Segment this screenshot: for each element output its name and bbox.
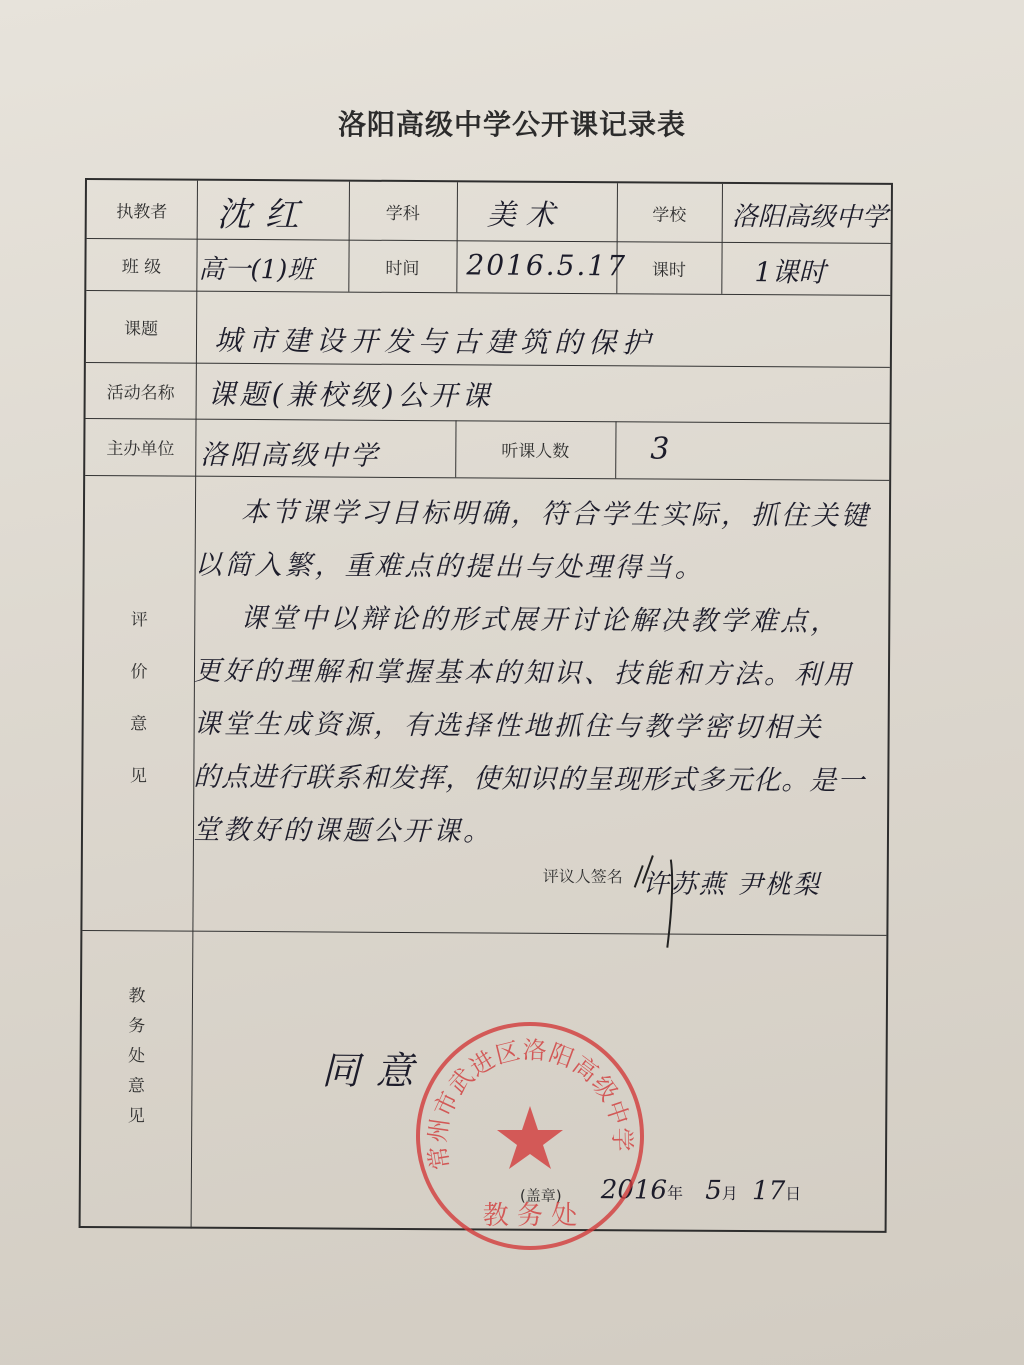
subject-value: 美术: [486, 197, 565, 232]
stamp-bottom-text: 教 务 处: [482, 1201, 578, 1231]
office-seal-stamp: [412, 1018, 648, 1254]
office-label: [121, 988, 152, 1138]
evaluation-line: 更好的理解和掌握基本的知识、技能和方法。利用: [193, 655, 855, 691]
evaluation-line: 的点进行联系和发挥，使知识的呈现形式多元化。是一: [193, 761, 866, 797]
evaluation-line: 课堂中以辩论的形式展开讨论解决教学难点，: [240, 602, 841, 638]
date-year-unit: 年: [666, 1183, 684, 1203]
form-title: 洛阳高级中学公开课记录表: [337, 108, 686, 141]
listeners-label: 听课人数: [501, 441, 570, 462]
evaluation-line: 以简入繁，重难点的提出与处理得当。: [194, 549, 705, 584]
evaluation-text: [193, 486, 885, 861]
evaluation-line: 本节课学习目标明确，符合学生实际，抓住关键: [240, 496, 872, 532]
period-label: 课时: [651, 259, 687, 281]
signature-strokes: [612, 847, 883, 959]
evaluation-label-char: 见: [129, 766, 147, 787]
class-value: 高一(1)班: [198, 254, 314, 286]
school-value: 洛阳高级中学: [731, 201, 888, 233]
date-month-unit: 月: [721, 1183, 738, 1204]
date-month: 5: [705, 1175, 722, 1206]
topic-label: 课题: [124, 318, 159, 339]
listeners-value: 3: [650, 431, 670, 467]
date-day-unit: 日: [785, 1184, 802, 1204]
date-day: 17: [752, 1176, 786, 1207]
activity-label: 活动名称: [106, 382, 175, 404]
office-label-char: 务: [128, 1016, 146, 1037]
evaluation-label-char: 评: [130, 610, 148, 631]
evaluation-label-char: 意: [130, 714, 148, 735]
time-value: 2016.5.17: [466, 248, 628, 283]
topic-value: 城市建设开发与古建筑的保护: [213, 323, 657, 360]
row-divider: [86, 290, 890, 296]
seal-label: (盖章): [519, 1186, 562, 1205]
activity-value: 课题(兼校级)公开课: [207, 377, 494, 413]
row-divider: [87, 238, 891, 244]
evaluation-label-char: 价: [130, 662, 148, 683]
school-label: 学校: [652, 204, 687, 226]
office-opinion: 同意: [321, 1048, 430, 1094]
office-label-char: 处: [128, 1046, 146, 1067]
period-value: 1课时: [754, 257, 826, 289]
signer-label: 评议人签名: [542, 866, 623, 886]
evaluation-label: [123, 612, 154, 820]
evaluation-line: 课堂生成资源，有选择性地抓住与教学密切相关: [193, 708, 824, 744]
row-divider: [86, 362, 890, 368]
organizer-label: 主办单位: [106, 439, 175, 460]
time-label: 时间: [385, 258, 420, 279]
organizer-value: 洛阳高级中学: [200, 439, 381, 472]
stamp-ring-text: 常州市武进区洛阳高级中学: [423, 1035, 637, 1172]
evaluation-line: 堂教好的课题公开课。: [192, 814, 494, 848]
signer-signatures: 许苏燕 尹桃梨: [642, 869, 822, 901]
teacher-value: 沈红: [216, 194, 313, 236]
date-year: 2016: [600, 1175, 668, 1206]
teacher-label: 执教者: [116, 201, 168, 223]
office-label-char: 教: [128, 986, 146, 1007]
office-label-char: 意: [127, 1076, 146, 1097]
subject-label: 学科: [385, 203, 420, 224]
office-label-char: 见: [127, 1106, 145, 1127]
class-label: 班 级: [121, 256, 162, 277]
